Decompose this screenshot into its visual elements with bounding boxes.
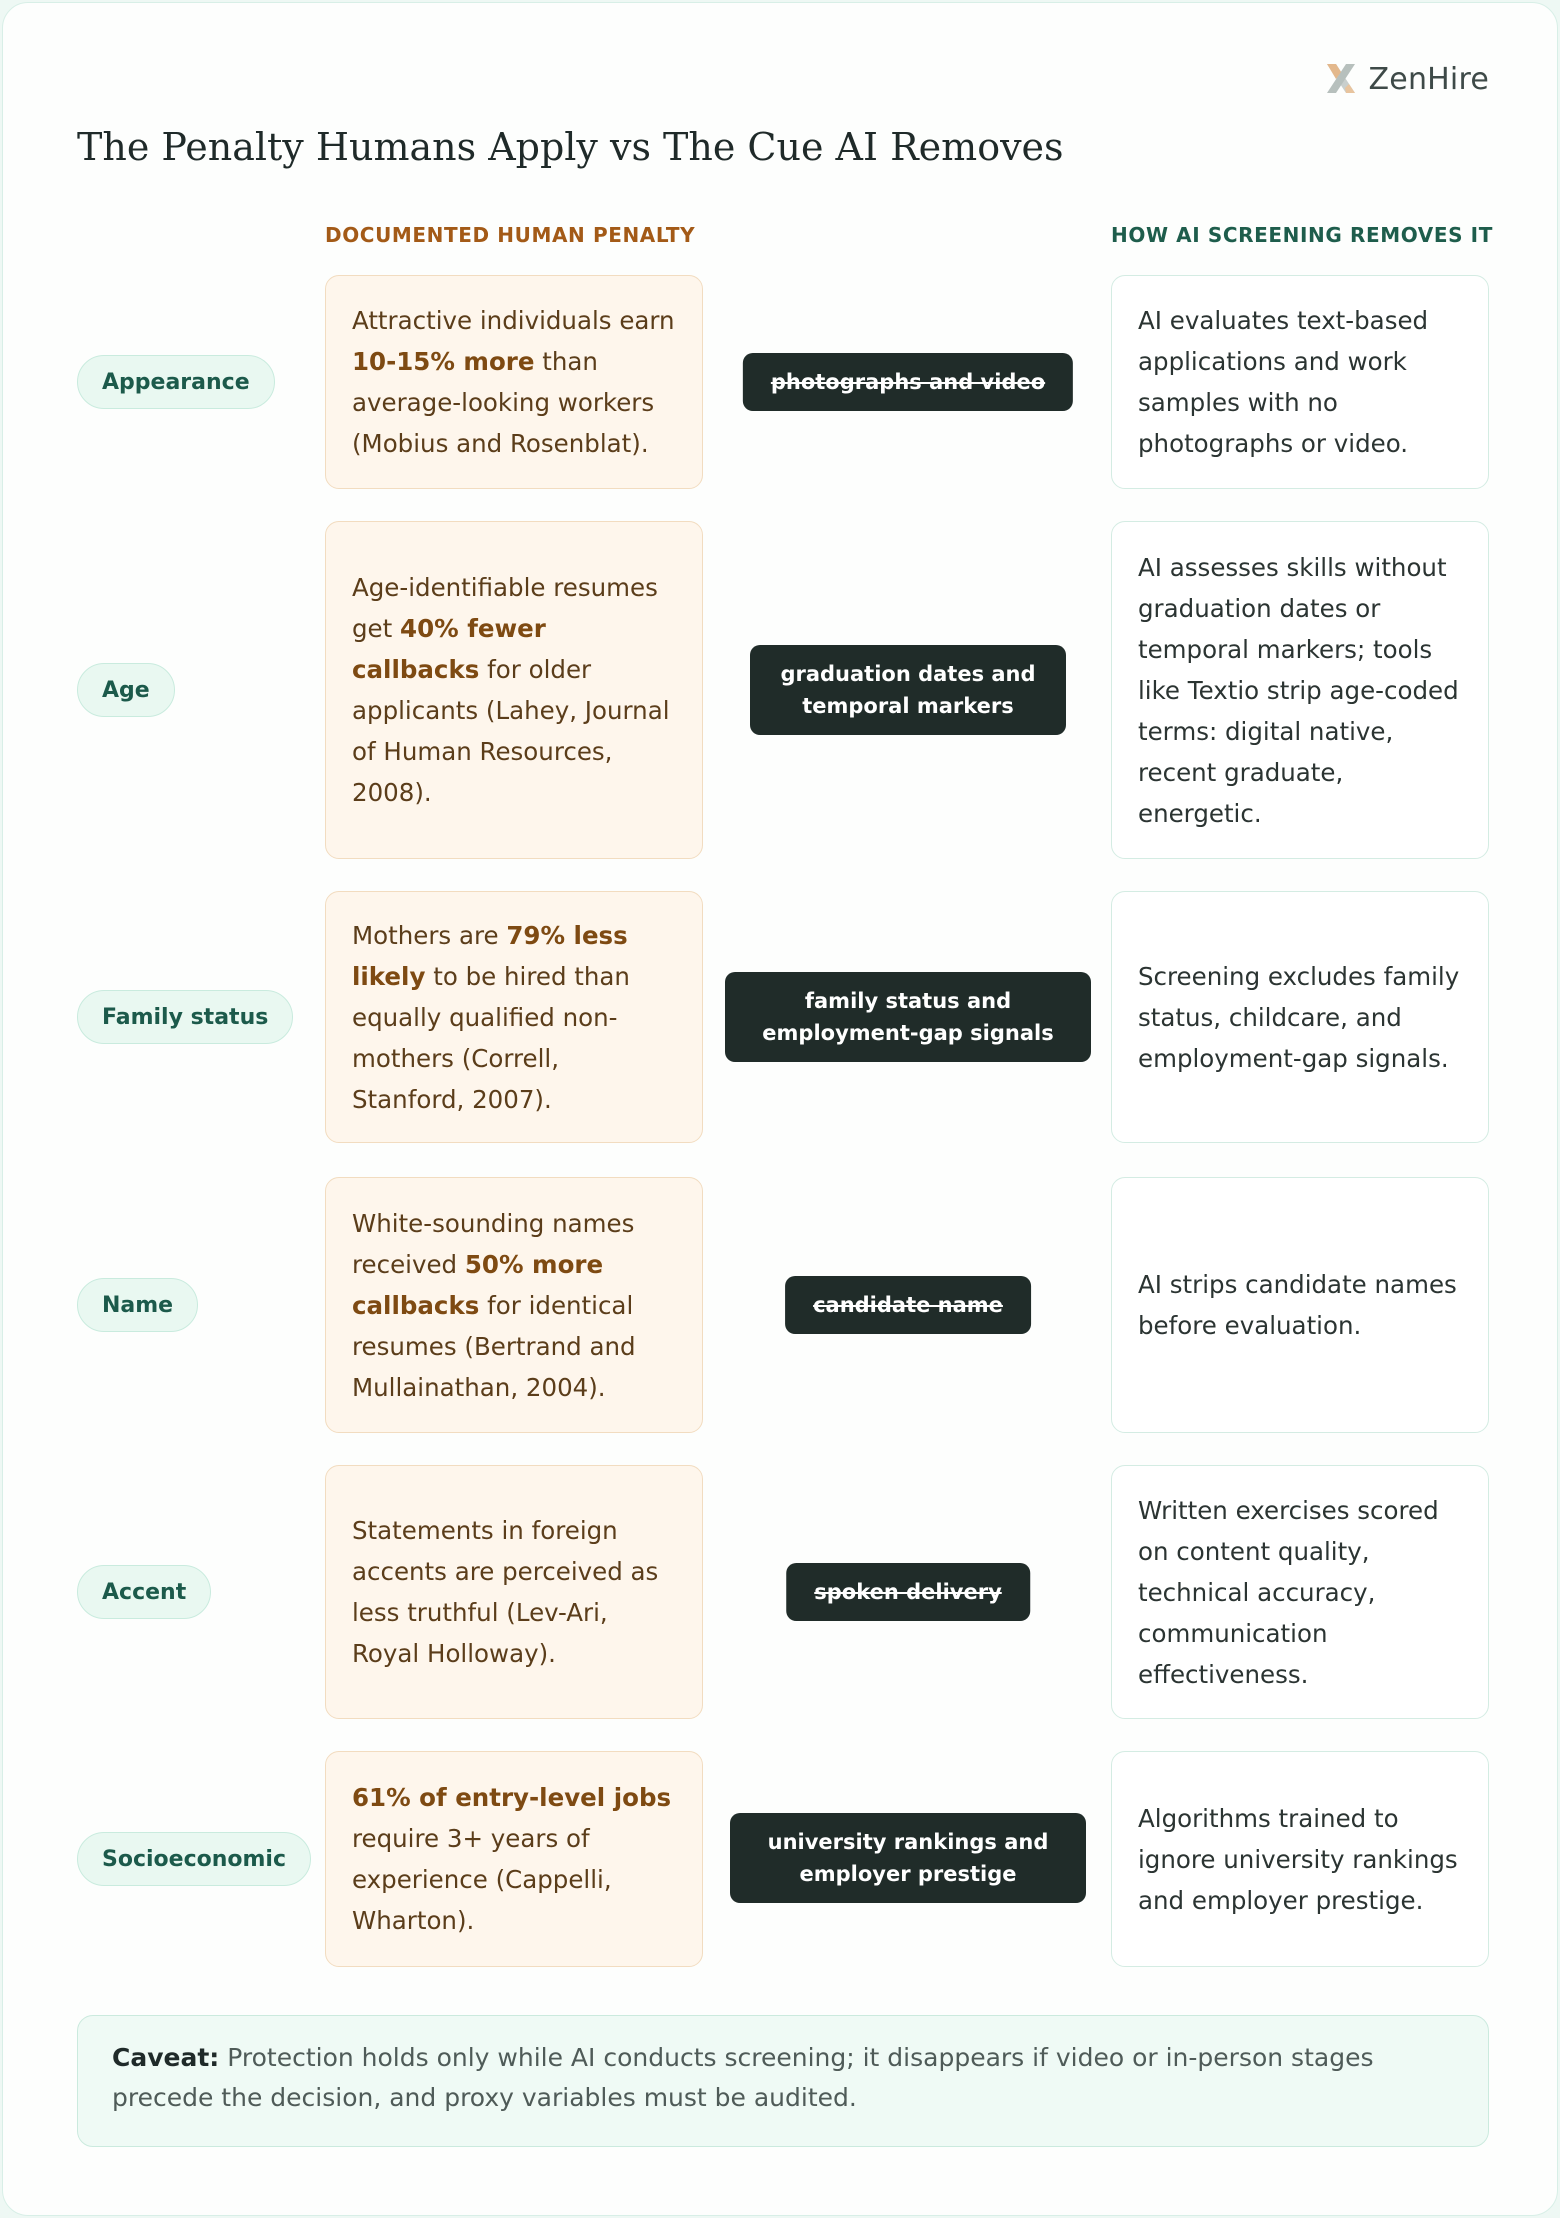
human-penalty-box xyxy=(325,521,703,859)
redacted-cue: graduation dates and temporal markers xyxy=(750,645,1066,735)
redacted-cue: spoken delivery xyxy=(786,1563,1030,1621)
ai-removal-text: Algorithms trained to ignore university rankings and employer prestige. xyxy=(1138,1803,1458,1915)
ai-removal-text: AI evaluates text-based applications and work samples with no photographs or video. xyxy=(1138,306,1429,458)
ai-removal-text: AI assesses skills without graduation dates or temporal markers; tools like Textio strip age-coded terms: digital native, recent graduate, energetic. xyxy=(1138,552,1459,828)
human-penalty-text: White-sounding names received 50% more callbacks for identical resumes (Bertrand and Mullainathan, 2004). xyxy=(352,1208,636,1402)
row-family-status xyxy=(3,891,1559,1143)
redacted-cue: family status and employment-gap signals xyxy=(725,972,1091,1062)
category-pill: Accent xyxy=(77,1565,211,1619)
human-penalty-box xyxy=(325,275,703,489)
human-penalty-box xyxy=(325,1465,703,1719)
human-penalty-text: Age-identifiable resumes get 40% fewer callbacks for older applicants (Lahey, Journal of Human Resources, 2008). xyxy=(352,573,670,807)
human-penalty-text: Statements in foreign accents are perceived as less truthful (Lev-Ari, Royal Holloway). xyxy=(352,1516,659,1668)
human-penalty-text: 61% of entry-level jobs require 3+ years of experience (Cappelli, Wharton). xyxy=(352,1783,672,1935)
row-accent xyxy=(3,1465,1559,1719)
brand-logo xyxy=(1321,59,1489,99)
row-age xyxy=(3,521,1559,859)
human-penalty-text: Mothers are 79% less likely to be hired than equally qualified non-mothers (Correll, Stanford, 2007). xyxy=(352,920,630,1114)
ai-removal-box xyxy=(1111,275,1489,489)
category-pill: Socioeconomic xyxy=(77,1832,311,1886)
redacted-cue: photographs and video xyxy=(743,353,1073,411)
category-pill: Appearance xyxy=(77,355,275,409)
brand-name: ZenHire xyxy=(1368,61,1489,97)
row-appearance xyxy=(3,275,1559,489)
ai-removal-box xyxy=(1111,1177,1489,1433)
redacted-cue: university rankings and employer prestige xyxy=(730,1813,1086,1903)
caveat-text: Protection holds only while AI conducts screening; it disappears if video or in-person stages precede the decision, and proxy variables must be audited. xyxy=(112,2043,1374,2112)
category-pill: Family status xyxy=(77,990,293,1044)
ai-removal-text: AI strips candidate names before evaluation. xyxy=(1138,1270,1457,1340)
infographic-card xyxy=(2,2,1558,2216)
zenhire-x-logo-icon xyxy=(1321,59,1361,99)
ai-removal-text: Written exercises scored on content quality, technical accuracy, communication effectiveness. xyxy=(1138,1495,1439,1689)
ai-removal-box xyxy=(1111,1465,1489,1719)
redacted-cue: candidate name xyxy=(785,1276,1031,1334)
page-title: The Penalty Humans Apply vs The Cue AI Removes xyxy=(77,125,1064,169)
ai-removal-box xyxy=(1111,891,1489,1143)
row-name xyxy=(3,1177,1559,1433)
column-header-human-penalty: DOCUMENTED HUMAN PENALTY xyxy=(325,223,696,247)
caveat-label: Caveat: xyxy=(112,2043,220,2072)
human-penalty-box xyxy=(325,1177,703,1433)
category-pill: Age xyxy=(77,663,175,717)
human-penalty-text: Attractive individuals earn 10-15% more than average-looking workers (Mobius and Rosenblat). xyxy=(352,306,675,458)
ai-removal-box xyxy=(1111,521,1489,859)
human-penalty-box xyxy=(325,1751,703,1967)
ai-removal-text: Screening excludes family status, childcare, and employment-gap signals. xyxy=(1138,961,1460,1073)
human-penalty-box xyxy=(325,891,703,1143)
caveat-box xyxy=(77,2015,1489,2147)
column-header-ai-removal: HOW AI SCREENING REMOVES IT xyxy=(1111,223,1493,247)
row-socioeconomic xyxy=(3,1751,1559,1967)
category-pill: Name xyxy=(77,1278,198,1332)
ai-removal-box xyxy=(1111,1751,1489,1967)
